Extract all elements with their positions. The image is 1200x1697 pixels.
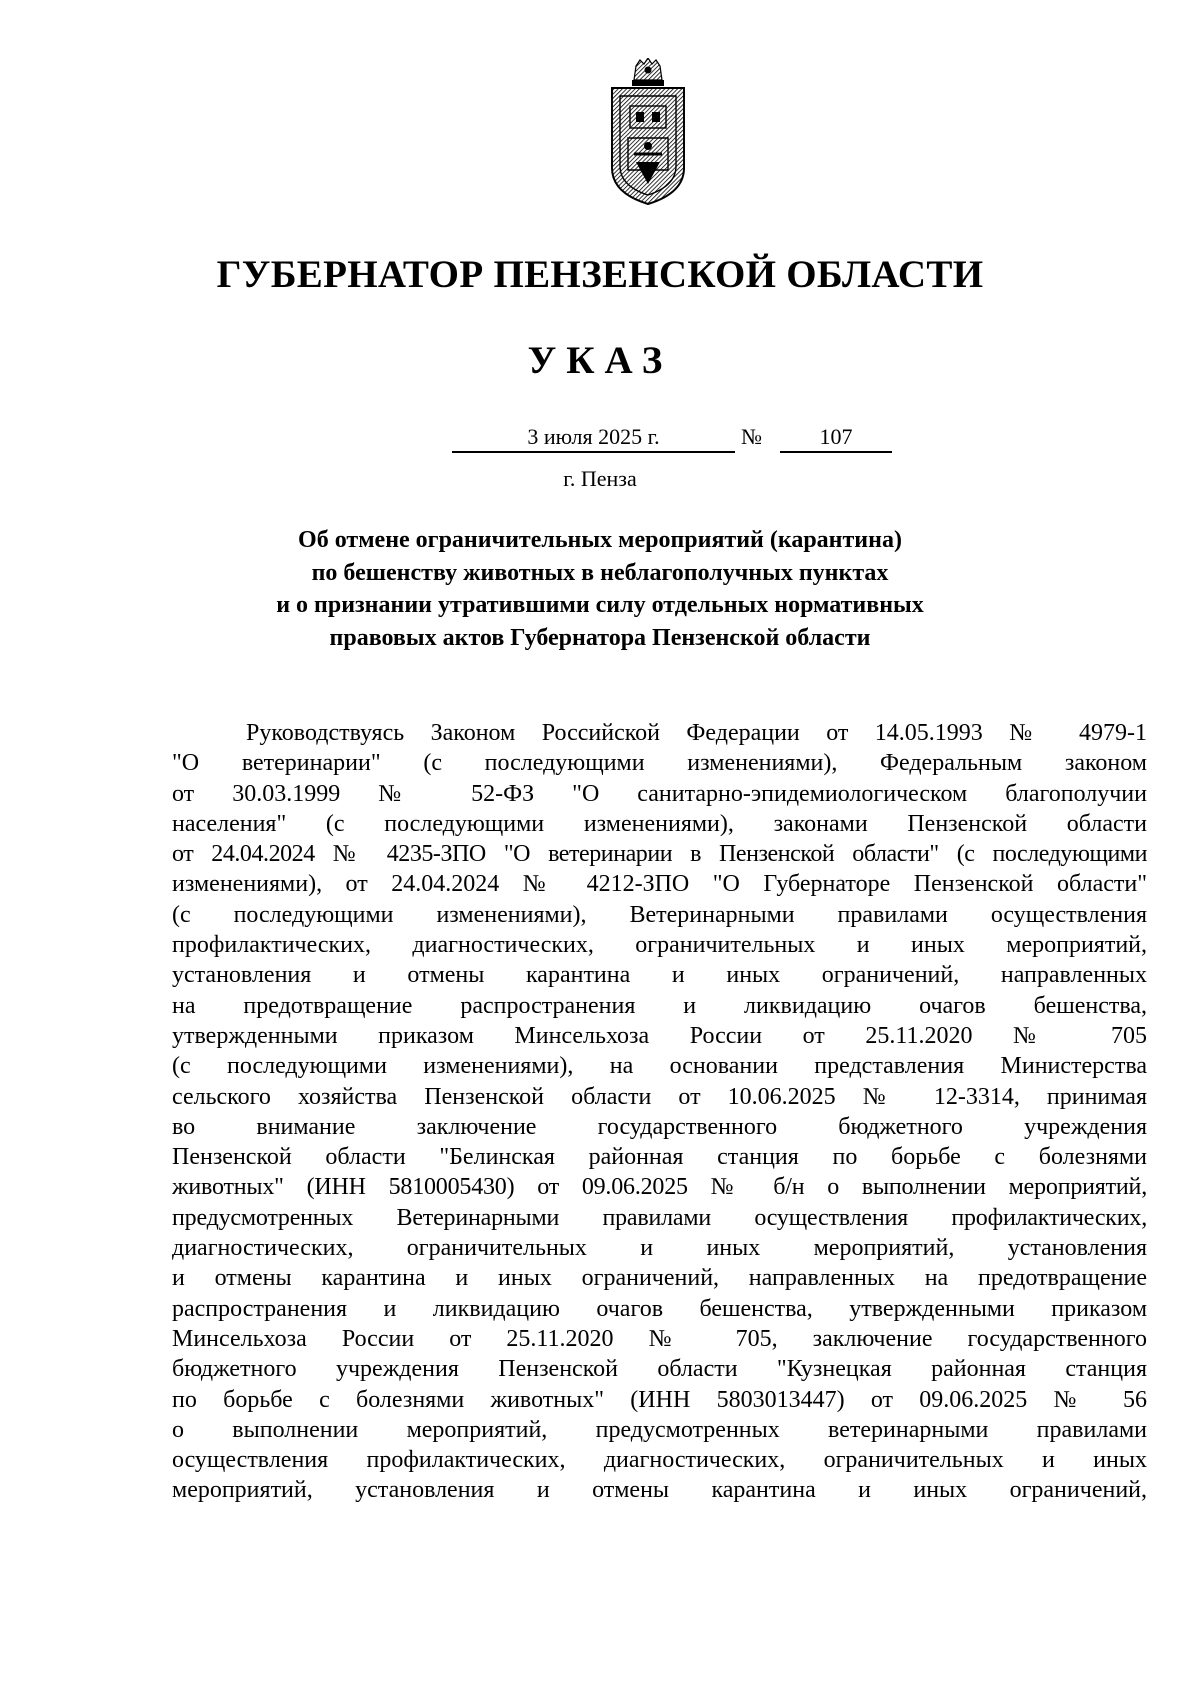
body-line: распространения и ликвидацию очагов бешенства, утвержденными приказом	[172, 1295, 1147, 1322]
body-line: диагностических, ограничительных и иных мероприятий, установления	[172, 1235, 1147, 1262]
body-line: (с последующими изменениями), Ветеринарными правилами осуществления	[172, 901, 1147, 928]
body-line: Минсельхоза России от 25.11.2020 № 705, заключение государственного	[172, 1325, 1147, 1352]
body-line: Пензенской области "Белинская районная станция по борьбе с болезнями	[172, 1144, 1147, 1171]
body-line: сельского хозяйства Пензенской области от 10.06.2025 № 12-3314, принимая	[172, 1083, 1147, 1110]
body-line: изменениями), от 24.04.2024 № 4212-ЗПО "О Губернаторе Пензенской области"	[172, 871, 1147, 898]
number-underline	[780, 451, 892, 453]
body-line: животных" (ИНН 5810005430) от 09.06.2025 № б/н о выполнении мероприятий,	[172, 1174, 1147, 1201]
body-line: Руководствуясь Законом Российской Федерации от 14.05.1993 № 4979-1	[246, 720, 1147, 746]
title-line: и о признании утратившими силу отдельных нормативных	[276, 592, 924, 618]
body-line: от 30.03.1999 № 52-ФЗ "О санитарно-эпидемиологическом благополучии	[172, 780, 1147, 807]
body-line: и отмены карантина и иных ограничений, направленных на предотвращение	[172, 1265, 1147, 1292]
title-line: по бешенству животных в неблагополучных пунктах	[311, 559, 889, 586]
body-line: бюджетного учреждения Пензенской области "Кузнецкая районная станция	[172, 1356, 1147, 1383]
body-line: во внимание заключение государственного бюджетного учреждения	[172, 1113, 1147, 1140]
document-body	[172, 718, 1147, 1506]
title-line: Об отмене ограничительных мероприятий (карантина)	[298, 527, 902, 553]
body-line: предусмотренных Ветеринарными правилами осуществления профилактических,	[172, 1204, 1147, 1231]
document-number: 107	[819, 424, 853, 449]
body-line: от 24.04.2024 № 4235-ЗПО "О ветеринарии в Пензенской области" (с последующими	[172, 841, 1147, 868]
title-line: правовых актов Губернатора Пензенской области	[329, 624, 871, 651]
body-line: (с последующими изменениями), на основании представления Министерства	[172, 1053, 1147, 1080]
document-date: 3 июля 2025 г.	[527, 424, 660, 449]
date-underline	[452, 451, 735, 453]
body-line: по борьбе с болезнями животных" (ИНН 5803013447) от 09.06.2025 № 56	[172, 1386, 1147, 1413]
body-line: о выполнении мероприятий, предусмотренных ветеринарными правилами	[172, 1416, 1147, 1443]
number-sign: №	[741, 424, 762, 449]
coat-of-arms-icon	[606, 58, 690, 206]
authority-heading: ГУБЕРНАТОР ПЕНЗЕНСКОЙ ОБЛАСТИ	[216, 253, 984, 296]
body-line: мероприятий, установления и отмены карантина и иных ограничений,	[172, 1477, 1147, 1504]
body-line: на предотвращение распространения и ликвидацию очагов бешенства,	[172, 992, 1147, 1019]
document-type: УКАЗ	[527, 339, 673, 382]
document-city: г. Пенза	[563, 466, 637, 491]
body-line: установления и отмены карантина и иных ограничений, направленных	[172, 962, 1147, 989]
body-line: профилактических, диагностических, ограничительных и иных мероприятий,	[172, 932, 1147, 959]
body-line: осуществления профилактических, диагностических, ограничительных и иных	[172, 1447, 1147, 1474]
body-line: "О ветеринарии" (с последующими изменениями), Федеральным законом	[172, 750, 1147, 777]
document-title	[0, 524, 1200, 654]
body-line: утвержденными приказом Минсельхоза России от 25.11.2020 № 705	[172, 1022, 1147, 1049]
body-line: населения" (с последующими изменениями), законами Пензенской области	[172, 810, 1147, 837]
